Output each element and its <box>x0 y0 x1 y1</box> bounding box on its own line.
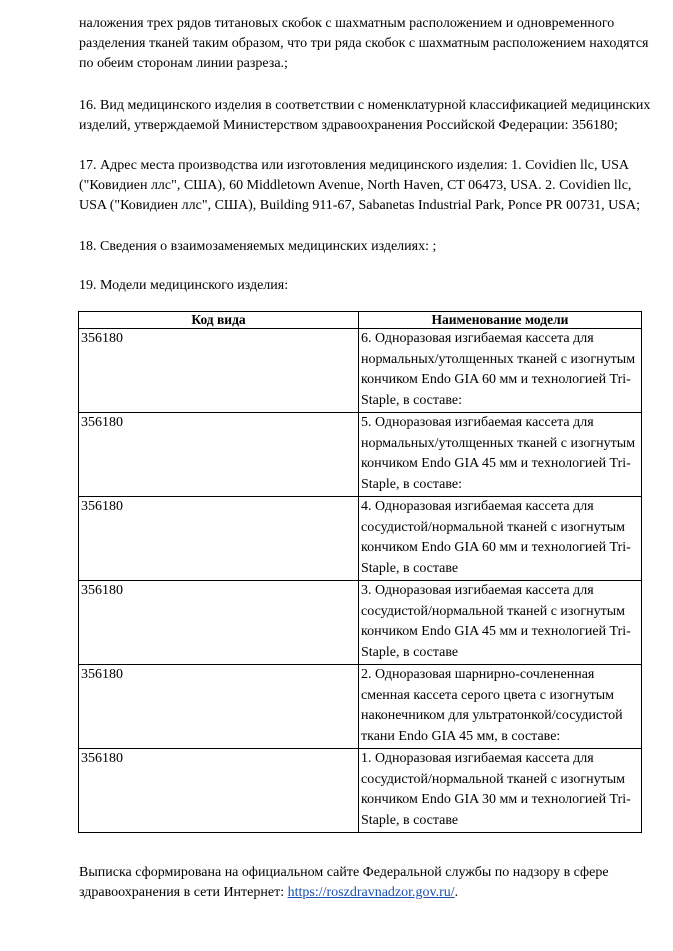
roszdravnadzor-link[interactable]: https://roszdravnadzor.gov.ru/ <box>287 885 455 900</box>
table-row <box>79 497 642 581</box>
header-code: Код вида <box>79 312 359 329</box>
cell-line: 6. Одноразовая изгибаемая кассета для <box>361 331 594 346</box>
cell-line: 2. Одноразовая шарнирно-сочлененная <box>361 667 595 682</box>
cell-model-name <box>359 497 642 581</box>
cell-line: сменная кассета серого цвета с изогнутым <box>361 687 615 703</box>
cell-line: кончиком Endo GIA 45 мм и технологией Tri- <box>361 456 631 471</box>
text-line: наложения трех рядов титановых скобок с шахматным расположением и одновременного <box>79 16 615 31</box>
cell-line: Staple, в составе <box>361 812 459 828</box>
text-line: разделения тканей таким образом, что три ряда скобок с шахматным расположением находятся <box>79 36 649 51</box>
cell-line: кончиком Endo GIA 60 мм и технологией Tri- <box>361 540 631 555</box>
cell-model-name <box>359 749 642 833</box>
header-model-name: Наименование модели <box>359 312 642 329</box>
table-header-row <box>79 312 642 329</box>
cell-code: 356180 <box>79 413 359 497</box>
cell-line: кончиком Endo GIA 45 мм и технологией Tri- <box>361 624 631 639</box>
cell-code: 356180 <box>79 749 359 833</box>
footer-prefix: здравоохранения в сети Интернет: <box>79 885 288 900</box>
cell-model-name <box>359 665 642 749</box>
cell-model-name <box>359 329 642 413</box>
cell-model-name <box>359 413 642 497</box>
text-line: 19. Модели медицинского изделия: <box>79 278 289 293</box>
cell-model-name <box>359 581 642 665</box>
footer-suffix: . <box>454 885 459 900</box>
paragraph-17 <box>79 156 649 216</box>
models-table <box>78 311 642 833</box>
text-line: USA ("Ковидиен ллс", США), Building 911-67, Sabanetas Industrial Park, Ponce PR 00731, USA; <box>79 198 640 213</box>
footer-note <box>79 863 649 903</box>
text-line: 18. Сведения о взаимозаменяемых медицинских изделиях: ; <box>79 239 437 254</box>
footer-line: Выписка сформирована на официальном сайте Федеральной службы по надзору в сфере <box>79 865 609 880</box>
footer-line <box>79 883 649 903</box>
cell-line: 5. Одноразовая изгибаемая кассета для <box>361 415 594 430</box>
table-row <box>79 581 642 665</box>
table-row <box>79 413 642 497</box>
cell-line: сосудистой/нормальной тканей с изогнутым <box>361 771 625 787</box>
cell-line: ткани Endo GIA 45 мм, в составе: <box>361 728 561 744</box>
cell-line: Staple, в составе <box>361 644 459 660</box>
cell-line: сосудистой/нормальной тканей с изогнутым <box>361 603 625 619</box>
cell-code: 356180 <box>79 329 359 413</box>
cell-line: Staple, в составе <box>361 560 459 576</box>
cell-line: 1. Одноразовая изгибаемая кассета для <box>361 751 594 766</box>
cell-line: 3. Одноразовая изгибаемая кассета для <box>361 583 594 598</box>
cell-line: нормальных/утолщенных тканей с изогнутым <box>361 351 636 367</box>
text-line: изделий, утверждаемой Министерством здравоохранения Российской Федерации: 356180; <box>79 118 618 133</box>
cell-line: Staple, в составе: <box>361 476 463 492</box>
table-row <box>79 749 642 833</box>
text-line: 16. Вид медицинского изделия в соответствии с номенклатурной классификацией медицинских <box>79 98 651 113</box>
cell-code: 356180 <box>79 497 359 581</box>
text-line: по обеим сторонам линии разреза.; <box>79 56 288 71</box>
table-row <box>79 329 642 413</box>
table-row <box>79 665 642 749</box>
cell-line: нормальных/утолщенных тканей с изогнутым <box>361 435 636 451</box>
cell-line: Staple, в составе: <box>361 392 463 408</box>
cell-line: сосудистой/нормальной тканей с изогнутым <box>361 519 625 535</box>
cell-code: 356180 <box>79 581 359 665</box>
paragraph-19 <box>79 276 649 296</box>
cell-line: кончиком Endo GIA 30 мм и технологией Tri- <box>361 792 631 807</box>
text-line: 17. Адрес места производства или изготовления медицинского изделия: 1. Covidien llc, USA <box>79 158 629 173</box>
cell-line: кончиком Endo GIA 60 мм и технологией Tri- <box>361 372 631 387</box>
cell-line: 4. Одноразовая изгибаемая кассета для <box>361 499 594 514</box>
paragraph-16 <box>79 96 649 136</box>
paragraph-continuation <box>79 14 649 74</box>
cell-code: 356180 <box>79 665 359 749</box>
paragraph-18 <box>79 237 649 257</box>
text-line: ("Ковидиен ллс", США), 60 Middletown Avenue, North Haven, CT 06473, USA. 2. Covidien llc, <box>79 178 632 193</box>
cell-line: наконечником для ультратонкой/сосудистой <box>361 708 623 723</box>
